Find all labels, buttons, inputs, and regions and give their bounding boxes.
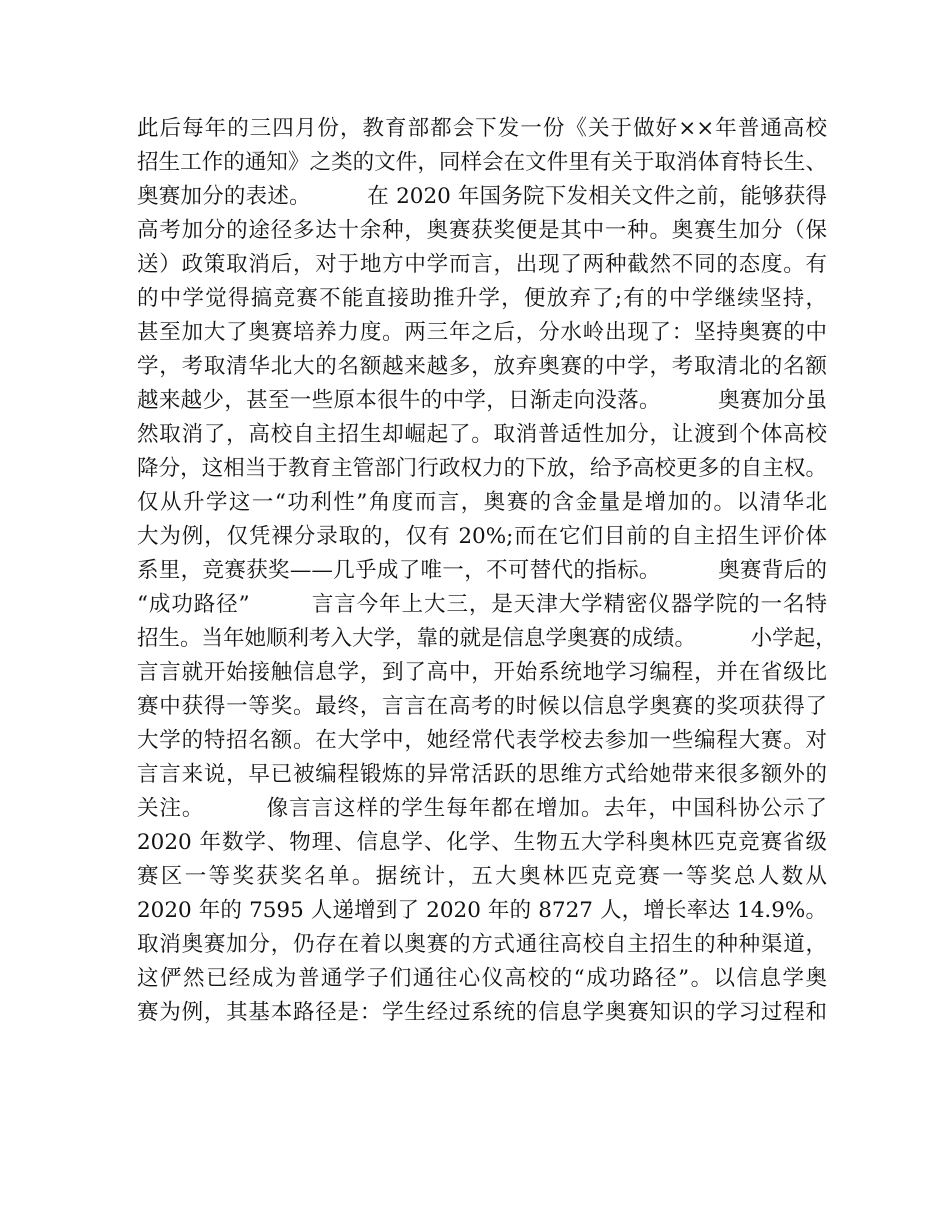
text-line: 奥赛加分的表述。 在 2020 年国务院下发相关文件之前，能够获得 [137, 184, 827, 209]
text-line: 关注。 像言言这样的学生每年都在增加。去年，中国科协公示了 [137, 796, 827, 821]
text-line: 然取消了，高校自主招生却崛起了。取消普适性加分，让渡到个体高校 [137, 422, 827, 447]
text-line: 学，考取清华北大的名额越来越多，放弃奥赛的中学，考取清北的名额 [137, 354, 827, 379]
text-line: 降分，这相当于教育主管部门行政权力的下放，给予高校更多的自主权。 [137, 456, 827, 481]
text-line: 高考加分的途径多达十余种，奥赛获奖便是其中一种。奥赛生加分（保 [137, 218, 827, 243]
text-line: 2020 年的 7595 人递增到了 2020 年的 8727 人，增长率达 14.9%。 [137, 898, 827, 923]
text-line: 2020 年数学、物理、信息学、化学、生物五大学科奥林匹克竞赛省级 [137, 830, 827, 855]
text-line: 招生。当年她顺利考入大学，靠的就是信息学奥赛的成绩。 小学起， [137, 626, 837, 651]
text-line: 越来越少，甚至一些原本很牛的中学，日渐走向没落。 奥赛加分虽 [137, 388, 827, 413]
text-line: 招生工作的通知》之类的文件，同样会在文件里有关于取消体育特长生、 [137, 150, 827, 175]
text-line: 赛区一等奖获奖名单。据统计，五大奥林匹克竞赛一等奖总人数从 [137, 864, 827, 889]
text-line: “成功路径” 言言今年上大三，是天津大学精密仪器学院的一名特 [137, 592, 827, 617]
text-line: 系里，竞赛获奖——几乎成了唯一，不可替代的指标。 奥赛背后的 [137, 558, 827, 583]
body-text [137, 112, 837, 1030]
text-line: 的中学觉得搞竞赛不能直接助推升学，便放弃了;有的中学继续坚持， [137, 286, 827, 311]
text-line: 取消奥赛加分，仍存在着以奥赛的方式通往高校自主招生的种种渠道， [137, 932, 827, 957]
text-line: 赛中获得一等奖。最终，言言在高考的时候以信息学奥赛的奖项获得了 [137, 694, 827, 719]
text-line: 言言就开始接触信息学，到了高中，开始系统地学习编程，并在省级比 [137, 660, 827, 685]
text-line: 赛为例，其基本路径是：学生经过系统的信息学奥赛知识的学习过程和 [137, 1000, 827, 1025]
text-line: 送）政策取消后，对于地方中学而言，出现了两种截然不同的态度。有 [137, 252, 827, 277]
text-line: 大学的特招名额。在大学中，她经常代表学校去参加一些编程大赛。对 [137, 728, 827, 753]
text-line: 甚至加大了奥赛培养力度。两三年之后，分水岭出现了：坚持奥赛的中 [137, 320, 827, 345]
text-line: 这俨然已经成为普通学子们通往心仪高校的“成功路径”。以信息学奥 [137, 966, 827, 991]
text-line: 仅从升学这一“功利性”角度而言，奥赛的含金量是增加的。以清华北 [137, 490, 827, 515]
text-line: 大为例，仅凭裸分录取的，仅有 20%;而在它们目前的自主招生评价体 [137, 524, 827, 549]
text-line: 此后每年的三四月份，教育部都会下发一份《关于做好××年普通高校 [137, 116, 827, 141]
text-line: 言言来说，早已被编程锻炼的异常活跃的思维方式给她带来很多额外的 [137, 762, 827, 787]
